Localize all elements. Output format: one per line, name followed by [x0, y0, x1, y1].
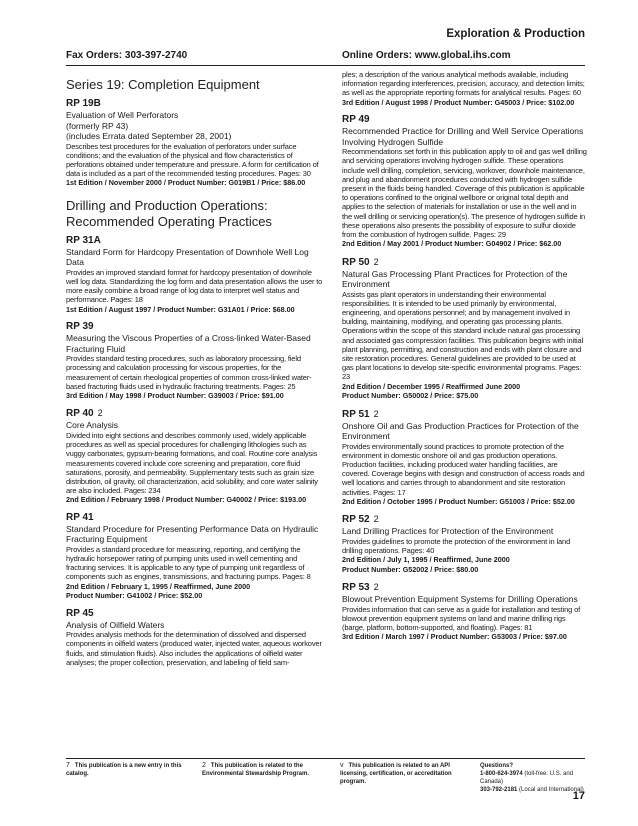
entry-order-info: 1st Edition / November 2000 / Product Number: G019B1 / Price: $86.00: [66, 178, 306, 188]
entry-description: Assists gas plant operators in understanding their environmental responsibilities. It is intended to be used primarily by environmental, engineering, and operations personnel; and by management involved in building, maintaining, modifying, and operating gas processing plants. Operations within the scope of this standard include natural gas processing and associated gas compression facilities. This publication begins with initial plant planning, permitting, and construction and ends with plant closure and site restoration procedures. General guidelines are provided to be used at gas plant locations to develop site-specific environmental programs. Pages: 23: [342, 289, 584, 382]
entry-code: RP 53: [342, 582, 370, 594]
entry-title: Analysis of Oilfield Waters: [66, 619, 165, 630]
left-column: [66, 77, 324, 674]
entry-description: ples; a description of the various analytical methods available, including information regarding interferences, precision, accuracy, and detection limits; as well as the appropriate reporting formats for analytical results. Pages: 60: [342, 70, 585, 98]
entry-order-info: 2nd Edition / July 1, 1995 / Reaffirmed, June 2000: [342, 555, 510, 565]
group-title-line: Recommended Operating Practices: [66, 213, 272, 229]
entry-title: Measuring the Viscous Properties of a Cross-linked Water-Based Fracturing Fluid: [66, 333, 311, 354]
footer-divider: [66, 758, 585, 759]
catalog-entry: [66, 512, 324, 601]
entry-title: Evaluation of Well Perforators: [66, 110, 179, 120]
entry-order-info: 2nd Edition / February 1998 / Product Number: G40002 / Price: $193.00: [66, 495, 307, 505]
entry-code: RP 45: [66, 607, 94, 619]
entry-description: Provides standard testing procedures, such as laboratory processing, field processing and calculation processing for viscous properties, for the measurement of certain rheological properties of common cross-linked water-based fracturing fluids used in hydraulic fracturing treatments. Pages: 25: [66, 354, 312, 391]
phone-number: 1-800-624-3974: [480, 771, 523, 777]
entry-order-info: 3rd Edition / March 1997 / Product Number: G53003 / Price: $97.00: [342, 632, 567, 642]
group-title: [66, 198, 324, 230]
entry-title: Onshore Oil and Gas Production Practices for Protection of the Environment: [342, 420, 579, 442]
catalog-entry: [342, 513, 587, 574]
entry-description: Divided into eight sections and describes commonly used, widely applicable procedures as well as special procedures for challenging lithologies such as vuggy carbonates, gypsum-bearing formations, and coal. Routine core analysis measurements covered include core screening and preparation, core fluid saturations, porosity, and permeability. Supplementary tests such as grain size distribution, oil gravity, oil characterization, acid solubility, and core water salinity are also included. Pages: 234: [66, 430, 318, 496]
entry-title: Land Drilling Practices for Protection of the Environment: [342, 526, 554, 537]
legend-text: This publication is related to an API licensing, certification, or accreditation program.: [340, 763, 452, 785]
entry-code-row: [66, 407, 324, 420]
environmental-tag: 2: [373, 256, 379, 267]
entry-order-info: 2nd Edition / October 1995 / Product Number: G51003 / Price: $52.00: [342, 496, 575, 506]
entry-code: RP 39: [66, 321, 94, 333]
entry-code-row: [342, 513, 587, 526]
entry-code: RP 41: [66, 511, 94, 523]
entry-title: Blowout Prevention Equipment Systems for Drilling Operations: [342, 594, 578, 605]
entry-code: RP 31A: [66, 234, 101, 246]
entry-title: Core Analysis: [66, 420, 118, 431]
legend-text: This publication is related to the Environmental Stewardship Program.: [202, 763, 310, 777]
phone-note: (toll-free: U.S. and Canada): [480, 771, 574, 785]
entry-description: Provides a standard procedure for measuring, reporting, and certifying the hydraulic horsepower rating of pumping units used in well cementing and fracturing services. It is applicable to any type of pumping unit regardless of components such as engines, transmissions, and fracturing pumps. Pages: 8: [66, 544, 311, 582]
series-title: Series 19: Completion Equipment: [66, 77, 260, 92]
catalog-entry: [342, 581, 587, 642]
entry-code: RP 40: [66, 408, 94, 420]
entry-order-info: Product Number: G50002 / Price: $75.00: [342, 391, 479, 401]
order-info-bar: [66, 50, 585, 66]
entry-code-row: [342, 256, 587, 269]
entry-code-row: [342, 408, 587, 421]
catalog-entry: [66, 407, 324, 504]
fax-orders: Fax Orders: 303-397-2740: [66, 50, 188, 61]
entry-title: Standard Procedure for Presenting Performance Data on Hydraulic Fracturing Equipment: [66, 523, 319, 545]
group-title-line: Drilling and Production Operations:: [66, 197, 268, 213]
catalog-entry: [66, 608, 324, 667]
catalog-entry: [66, 235, 324, 314]
footer-legend-environmental: [202, 762, 332, 778]
right-column: [342, 70, 587, 649]
entry-description: Recommendations set forth in this publication apply to oil and gas well drilling and servicing operations involving hydrogen sulfide. These operations include well drilling, completion, servicing, workover, downhole maintenance, and plug and abandonment procedures conducted with hydrogen sulfide present in the fluids being handled. Coverage of this publication is applicable to operations confined to the original wellbore or original total depth and applies to the selection of materials for installation or use in the well and in the well drilling or servicing operation(s). The presence of hydrogen sulfide in these operations also presents the possibility of exposure to sulfur dioxide from the combustion of hydrogen sulfide. Pages: 29: [342, 147, 587, 239]
environmental-symbol: 2: [202, 762, 206, 769]
entry-note: (includes Errata dated September 28, 2001): [66, 131, 232, 141]
catalog-entry: [342, 408, 587, 507]
catalog-entry: [66, 98, 324, 188]
new-entry-symbol: 7: [66, 762, 70, 769]
entry-code: RP 50: [342, 256, 370, 268]
legend-text: This publication is a new entry in this catalog.: [66, 763, 182, 777]
phone-line: [480, 770, 590, 786]
entry-title: Natural Gas Processing Plant Practices for Protection of the Environment: [342, 268, 568, 290]
entry-order-info: 2nd Edition / May 2001 / Product Number: G04902 / Price: $62.00: [342, 239, 562, 249]
entry-order-info: Product Number: G41002 / Price: $52.00: [66, 591, 203, 601]
entry-description: Provides environmentally sound practices to promote protection of the environment in domestic onshore oil and gas production operations. Production facilities, including produced water handling facilities, are covered. Coverage begins with design and construction of access roads and well locations and carries through to abandonment and site restoration activities. Pages: 17: [342, 441, 585, 497]
entry-code: RP 19B: [66, 98, 101, 109]
licensing-symbol: v: [340, 762, 344, 769]
entry-note: (formerly RP 43): [66, 120, 129, 131]
entry-title: Standard Form for Hardcopy Presentation of Downhole Well Log Data: [66, 246, 309, 268]
footer-legend-licensing: [340, 762, 460, 786]
catalog-entry: [66, 321, 324, 400]
online-orders: Online Orders: www.global.ihs.com: [342, 50, 511, 61]
entry-order-info: 2nd Edition / December 1995 / Reaffirmed June 2000: [342, 381, 521, 391]
entry-order-info: 1st Edition / August 1997 / Product Number: G31A01 / Price: $68.00: [66, 304, 295, 314]
entry-code: RP 49: [342, 114, 370, 126]
entry-code: RP 52: [342, 514, 370, 526]
environmental-tag: 2: [373, 582, 379, 593]
entry-order-info: 3rd Edition / May 1998 / Product Number: G39003 / Price: $91.00: [66, 390, 284, 400]
entry-description: Provides guidelines to promote the protection of the environment in land drilling operations. Pages: 40: [342, 536, 571, 556]
phone-note: (Local and International): [517, 787, 584, 793]
entry-order-info: 3rd Edition / August 1998 / Product Number: G45003 / Price: $102.00: [342, 97, 575, 107]
entry-order-info: 2nd Edition / February 1, 1995 / Reaffirmed, June 2000: [66, 581, 251, 591]
entry-order-info: Product Number: G52002 / Price: $80.00: [342, 564, 479, 574]
section-header: Exploration & Production: [446, 28, 585, 40]
catalog-entry: [342, 114, 587, 249]
environmental-tag: 2: [373, 514, 379, 525]
entry-description: Provides information that can serve as a guide for installation and testing of blowout prevention equipment systems on land and marine drilling rigs (barge, platform, bottom-supported, and floating). Pages: 81: [342, 604, 581, 633]
phone-number: 303-792-2181: [480, 787, 518, 793]
entry-description: Describes test procedures for the evaluation of perforators under surface conditions; and the evaluation of the physical and flow characteristics of perforations obtained under temperature and pressure. A form for certification of data is included as a part of the recommended testing procedures. Pages: 30: [66, 141, 319, 179]
entry-title: Recommended Practice for Drilling and Well Service Operations Involving Hydrogen Sulfide: [342, 126, 584, 147]
entry-description: Provides an improved standard format for hardcopy presentation of downhole well log data. Standardizing the log form and data presentation allows the user to more easily combine a broad range of log data to interpret well status and performance. Pages: 18: [66, 267, 323, 305]
entry-code-row: [342, 581, 587, 594]
catalog-entry: [342, 256, 587, 401]
catalog-entry-continued: [342, 70, 587, 107]
footer-legend-new: [66, 762, 196, 778]
questions-label: Questions?: [480, 763, 514, 769]
environmental-tag: 2: [97, 408, 103, 419]
entry-description: Provides analysis methods for the determination of dissolved and dispersed components in oilfield waters (produced water, injected water, aqueous workover fluids, and stimulation fluids). Also includes the applications of oilfield water analyses; the proper collection, preservation, and labeling of field sam-: [66, 630, 322, 667]
page-number: 17: [572, 790, 585, 802]
entry-code: RP 51: [342, 408, 370, 420]
environmental-tag: 2: [373, 408, 379, 419]
